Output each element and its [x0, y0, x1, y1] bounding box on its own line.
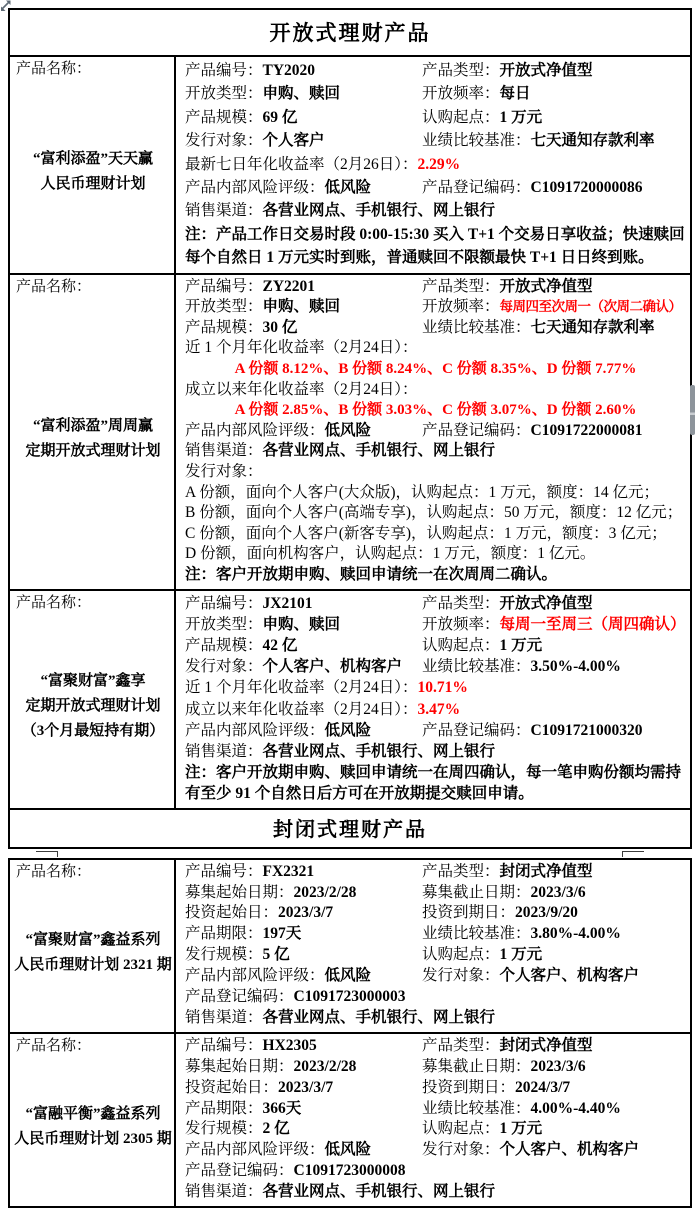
product-name-line: 定期开放式理财计划: [25, 698, 161, 715]
detail-pair-right: [422, 297, 686, 318]
detail-line: [185, 614, 686, 635]
detail-pair-left: [185, 1057, 422, 1078]
field-label: 产品规模：: [185, 318, 263, 336]
detail-pair-left: [185, 421, 422, 442]
field-value: 2023/2/28: [293, 1057, 357, 1075]
field-label: 产品登记编码：: [185, 988, 294, 1006]
product-details: [176, 57, 690, 273]
detail-line: 注：客户开放期申购、赎回申请统一在周四确认，每一笔申购份额均需持有至少 91 个自然日后方可在开放期提交赎回申请。: [185, 764, 682, 803]
field-label: 销售渠道：: [185, 1183, 263, 1201]
detail-line: [185, 1119, 686, 1140]
detail-pair-left: [185, 924, 422, 945]
product-name-label: 产品名称：: [16, 1037, 92, 1054]
detail-pair-right: [422, 924, 686, 945]
detail-pair-left: [185, 277, 422, 298]
detail-line: [185, 82, 686, 105]
field-value: 3.80%-4.00%: [530, 925, 621, 943]
field-label: 业绩比较基准：: [422, 925, 531, 943]
detail-pair-right: [422, 656, 686, 677]
detail-pair-left: [185, 593, 422, 614]
field-value: 10.71%: [417, 679, 468, 697]
field-value: 每日: [499, 85, 531, 103]
field-label: 产品类型：: [422, 1036, 500, 1054]
product-name-line: 人民币理财计划: [40, 176, 146, 193]
detail-pair-left: [185, 129, 422, 152]
product-row: [10, 57, 690, 275]
detail-line: 成立以来年化收益率（2月24日）：: [185, 380, 418, 398]
detail-pair-right: [422, 883, 686, 904]
field-value: 366天: [262, 1099, 302, 1117]
field-value: 个人客户: [262, 132, 325, 150]
field-value: 各营业网点、手机银行、网上银行: [262, 742, 496, 760]
field-value: 低风险: [324, 721, 372, 739]
field-value: TY2020: [262, 62, 316, 79]
detail-pair-left: [185, 176, 422, 199]
closed-products-table: [8, 858, 692, 1208]
detail-line: [185, 883, 686, 904]
detail-pair-right: [422, 593, 686, 614]
product-name: [16, 1057, 170, 1202]
detail-line: [185, 277, 686, 298]
field-value: 1 万元: [499, 636, 543, 654]
field-value: 3.50%-4.00%: [530, 658, 621, 676]
field-label: 产品规模：: [185, 636, 263, 654]
field-value: 个人客户、机构客户: [499, 967, 640, 985]
detail-pair-right: [422, 903, 686, 924]
field-value: 1 万元: [499, 1120, 543, 1138]
field-label: 成立以来年化收益率（2月24日）：: [185, 700, 418, 718]
field-label: 产品类型：: [422, 62, 500, 79]
detail-line: [185, 635, 686, 656]
detail-line: [185, 199, 686, 222]
field-value: 低风险: [324, 421, 372, 439]
detail-line: [185, 153, 686, 176]
field-label: 销售渠道：: [185, 202, 263, 220]
field-value: 申购、赎回: [262, 298, 341, 316]
detail-line: [185, 129, 686, 152]
detail-pair-left: [185, 635, 422, 656]
detail-line: A 份额，面向个人客户(大众版)，认购起点：1 万元，额度：14 亿元；: [185, 483, 660, 501]
field-label: 开放频率：: [422, 85, 500, 103]
field-value: C1091720000086: [530, 179, 643, 197]
field-value: 开放式净值型: [499, 594, 593, 612]
product-name-label: 产品名称：: [16, 594, 92, 611]
field-label: 产品内部风险评级：: [185, 179, 325, 197]
detail-pair-left: [185, 903, 422, 924]
field-value: 低风险: [324, 967, 372, 985]
detail-line: [185, 441, 686, 462]
field-value: 30 亿: [262, 318, 298, 336]
detail-line: [185, 862, 686, 883]
field-label: 近 1 个月年化收益率（2月24日）：: [185, 679, 418, 697]
product-name-line: （3个月最短持有期）: [21, 723, 165, 740]
field-label: 产品内部风险评级：: [185, 967, 325, 985]
field-label: 认购起点：: [422, 1120, 500, 1138]
detail-line: [185, 720, 686, 741]
detail-line: [185, 1036, 686, 1057]
field-value: 2023/3/7: [278, 1078, 334, 1096]
product-name-label: 产品名称：: [16, 863, 92, 880]
detail-pair-right: [422, 1078, 686, 1099]
product-name-cell: [10, 275, 176, 589]
product-name: [16, 883, 170, 1028]
detail-pair-right: [422, 720, 686, 741]
field-value: 申购、赎回: [262, 85, 341, 103]
field-label: 募集起始日期：: [185, 1057, 294, 1075]
field-value: 2023/3/7: [278, 904, 334, 922]
detail-pair-right: [422, 176, 686, 199]
field-label: 投资起始日：: [185, 904, 279, 922]
field-label: 最新七日年化收益率（2月26日）：: [185, 155, 418, 173]
field-value: 2023/2/28: [293, 883, 357, 901]
detail-pair-left: [185, 297, 422, 318]
detail-pair-right: [422, 862, 686, 883]
field-label: 产品编号：: [185, 277, 263, 295]
detail-line: [185, 945, 686, 966]
field-label: 认购起点：: [422, 946, 500, 964]
detail-pair-left: [185, 82, 422, 105]
detail-pair-right: [422, 635, 686, 656]
column-marker-right-icon: [622, 851, 644, 857]
field-value: ZY2201: [262, 277, 316, 295]
field-label: 投资到期日：: [422, 1078, 516, 1096]
detail-pair-right: [422, 318, 686, 339]
field-label: 销售渠道：: [185, 1008, 263, 1026]
open-products-rows: [10, 57, 690, 810]
field-label: 认购起点：: [422, 636, 500, 654]
field-label: 产品编号：: [185, 594, 263, 612]
product-name-line: “富利添盈”周周赢: [32, 418, 153, 435]
field-label: 销售渠道：: [185, 742, 263, 760]
detail-line: [185, 421, 686, 442]
detail-pair-left: [185, 1119, 422, 1140]
field-value: 5 亿: [262, 946, 290, 964]
field-label: 发行对象：: [185, 132, 263, 150]
field-label: 业绩比较基准：: [422, 318, 531, 336]
detail-line: [185, 1099, 686, 1120]
field-label: 募集截止日期：: [422, 883, 531, 901]
field-label: 产品内部风险评级：: [185, 721, 325, 739]
field-value: 开放式净值型: [499, 277, 593, 295]
field-value: 每周四至次周一（次周二确认）: [499, 299, 682, 315]
product-name-line: “富融平衡”鑫益系列: [25, 1106, 161, 1123]
field-value: 1 万元: [499, 108, 543, 126]
field-label: 产品内部风险评级：: [185, 421, 325, 439]
field-label: 产品规模：: [185, 108, 263, 126]
field-value: C1091723000008: [293, 1162, 406, 1180]
detail-pair-left: [185, 1078, 422, 1099]
detail-pair-left: [185, 720, 422, 741]
detail-line: [185, 1008, 686, 1029]
detail-line: [185, 677, 686, 698]
field-label: 募集截止日期：: [422, 1057, 531, 1075]
detail-line: [185, 741, 686, 762]
product-name-line: 定期开放式理财计划: [25, 443, 161, 460]
field-value: 2023/9/20: [515, 904, 578, 922]
field-value: 封闭式净值型: [499, 862, 593, 880]
product-name-cell: [10, 57, 176, 273]
product-details: [176, 275, 690, 589]
scrollbar-thumb[interactable]: [690, 385, 695, 435]
product-row: [10, 1034, 690, 1206]
detail-pair-right: [422, 421, 686, 442]
detail-line: [185, 1161, 686, 1182]
field-label: 产品期限：: [185, 925, 263, 943]
detail-pair-left: [185, 318, 422, 339]
detail-line: [185, 656, 686, 677]
detail-pair-right: [422, 59, 686, 82]
detail-line: [185, 176, 686, 199]
field-value: 69 亿: [262, 108, 298, 126]
field-label: 产品登记编码：: [422, 421, 531, 439]
product-name-label: 产品名称：: [16, 278, 92, 295]
detail-pair-right: [422, 945, 686, 966]
detail-line: [185, 59, 686, 82]
field-label: 发行对象：: [422, 1141, 500, 1159]
document-page: [8, 8, 692, 1208]
product-name: [16, 80, 170, 269]
detail-pair-right: [422, 1057, 686, 1078]
product-name-line: 人民币理财计划 2321 期: [14, 957, 172, 974]
field-label: 投资到期日：: [422, 904, 516, 922]
detail-pair-left: [185, 966, 422, 987]
detail-pair-left: [185, 1036, 422, 1057]
field-value: 1 万元: [499, 946, 543, 964]
field-value: 每周一至周三（周四确认）: [499, 615, 686, 633]
field-value: 各营业网点、手机银行、网上银行: [262, 202, 496, 220]
detail-pair-right: [422, 1036, 686, 1057]
field-label: 募集起始日期：: [185, 883, 294, 901]
detail-pair-left: [185, 945, 422, 966]
field-label: 产品类型：: [422, 277, 500, 295]
product-name-cell: [10, 860, 176, 1032]
field-label: 产品登记编码：: [422, 721, 531, 739]
field-label: 发行规模：: [185, 946, 263, 964]
detail-line: [185, 924, 686, 945]
field-value: 各营业网点、手机银行、网上银行: [262, 442, 496, 460]
product-details: [176, 1034, 690, 1206]
field-value: C1091722000081: [530, 421, 643, 439]
product-name-cell: [10, 1034, 176, 1206]
detail-line: [185, 987, 686, 1008]
detail-line: 注：产品工作日交易时段 0:00-15:30 买入 T+1 个交易日享收益；快速赎回每个自然日 1 万元实时到账，普通赎回不限额最快 T+1 日日终到账。: [185, 225, 685, 267]
product-name: [16, 614, 170, 804]
detail-pair-left: [185, 656, 422, 677]
detail-pair-left: [185, 1099, 422, 1120]
field-value: 封闭式净值型: [499, 1036, 593, 1054]
detail-pair-right: [422, 106, 686, 129]
detail-pair-left: [185, 614, 422, 635]
field-value: 197天: [262, 925, 302, 943]
field-value: 2.29%: [417, 155, 461, 173]
detail-line: [185, 699, 686, 720]
detail-line: B 份额，面向个人客户(高端专享)，认购起点：50 万元，额度：12 亿元；: [185, 504, 683, 522]
detail-pair-left: [185, 883, 422, 904]
field-value: 各营业网点、手机银行、网上银行: [262, 1008, 496, 1026]
product-name-cell: [10, 591, 176, 808]
field-label: 发行对象：: [422, 967, 500, 985]
detail-pair-right: [422, 1099, 686, 1120]
field-label: 开放频率：: [422, 298, 500, 316]
field-label: 开放类型：: [185, 298, 263, 316]
field-label: 产品编号：: [185, 1036, 263, 1054]
detail-line: 近 1 个月年化收益率（2月24日）：: [185, 339, 418, 357]
detail-line: 注：客户开放期申购、赎回申请统一在次周周二确认。: [185, 565, 558, 583]
field-label: 产品类型：: [422, 594, 500, 612]
product-name-line: “富聚财富”鑫益系列: [25, 932, 161, 949]
field-value: 七天通知存款利率: [530, 132, 655, 150]
field-label: 开放类型：: [185, 85, 263, 103]
detail-line: [185, 1182, 686, 1203]
field-label: 产品编号：: [185, 862, 263, 880]
field-value: 申购、赎回: [262, 615, 341, 633]
detail-line: [185, 966, 686, 987]
detail-line: [185, 903, 686, 924]
field-value: HX2305: [262, 1036, 317, 1054]
field-label: 产品登记编码：: [422, 179, 531, 197]
detail-line: A 份额 8.12%、B 份额 8.24%、C 份额 8.35%、D 份额 7.77%: [234, 361, 637, 378]
field-label: 产品类型：: [422, 862, 500, 880]
field-label: 销售渠道：: [185, 442, 263, 460]
field-value: 4.00%-4.40%: [530, 1099, 621, 1117]
field-label: 产品登记编码：: [185, 1162, 294, 1180]
detail-pair-right: [422, 1119, 686, 1140]
product-row: [10, 275, 690, 591]
detail-line: C 份额，面向个人客户(新客专享)，认购起点：1 万元，额度：3 亿元；: [185, 524, 667, 542]
field-value: 42 亿: [262, 636, 298, 654]
detail-line: [185, 1057, 686, 1078]
field-label: 业绩比较基准：: [422, 658, 531, 676]
field-value: 个人客户、机构客户: [262, 658, 403, 676]
detail-line: 发行对象：: [185, 463, 263, 480]
open-products-table: [8, 8, 692, 849]
detail-line: A 份额 2.85%、B 份额 3.03%、C 份额 3.07%、D 份额 2.60%: [234, 402, 637, 419]
detail-line: [185, 593, 686, 614]
column-marker-left-icon: [36, 851, 58, 857]
detail-line: [185, 297, 686, 318]
product-row: [10, 591, 690, 810]
field-value: 七天通知存款利率: [530, 318, 655, 336]
field-value: 2023/3/6: [530, 883, 586, 901]
field-label: 业绩比较基准：: [422, 1099, 531, 1117]
field-value: FX2321: [262, 862, 315, 880]
field-value: 2023/3/6: [530, 1057, 586, 1075]
section-title-closed: 封闭式理财产品: [273, 818, 427, 841]
product-row: [10, 860, 690, 1034]
field-label: 投资起始日：: [185, 1078, 279, 1096]
detail-pair-left: [185, 862, 422, 883]
field-value: C1091721000320: [530, 721, 643, 739]
product-name-line: “富利添盈”天天赢: [32, 151, 153, 168]
detail-line: D 份额，面向机构客户，认购起点：1 万元，额度：1 亿元。: [185, 545, 596, 563]
section-title-open: 开放式理财产品: [10, 10, 690, 57]
detail-line: [185, 318, 686, 339]
detail-pair-right: [422, 129, 686, 152]
field-value: 3.47%: [417, 700, 461, 718]
field-value: 各营业网点、手机银行、网上银行: [262, 1183, 496, 1201]
product-name: [16, 298, 170, 585]
product-details: [176, 860, 690, 1032]
field-label: 产品内部风险评级：: [185, 1141, 325, 1159]
field-value: 2 亿: [262, 1120, 290, 1138]
field-value: C1091723000003: [293, 988, 406, 1006]
field-label: 产品期限：: [185, 1099, 263, 1117]
field-value: 低风险: [324, 179, 372, 197]
resize-cursor-icon: [0, 0, 12, 12]
field-label: 开放频率：: [422, 615, 500, 633]
detail-pair-right: [422, 966, 686, 987]
field-value: 个人客户、机构客户: [499, 1141, 640, 1159]
field-value: 低风险: [324, 1141, 372, 1159]
field-label: 发行对象：: [185, 658, 263, 676]
field-value: 2024/3/7: [515, 1078, 571, 1096]
detail-pair-right: [422, 614, 686, 635]
closed-products-rows: [10, 860, 690, 1207]
detail-line: [185, 106, 686, 129]
field-label: 开放类型：: [185, 615, 263, 633]
detail-pair-right: [422, 82, 686, 105]
detail-pair-left: [185, 106, 422, 129]
product-details: [176, 591, 690, 808]
field-value: 开放式净值型: [499, 62, 593, 79]
field-label: 认购起点：: [422, 108, 500, 126]
detail-line: [185, 1078, 686, 1099]
detail-pair-right: [422, 277, 686, 298]
product-name-line: 人民币理财计划 2305 期: [14, 1131, 172, 1148]
field-value: JX2101: [262, 594, 313, 612]
field-label: 发行规模：: [185, 1120, 263, 1138]
product-name-line: “富聚财富”鑫享: [40, 673, 146, 690]
detail-pair-left: [185, 59, 422, 82]
product-name-label: 产品名称：: [16, 61, 92, 77]
field-label: 产品编号：: [185, 62, 263, 79]
field-label: 业绩比较基准：: [422, 132, 531, 150]
table-gap: [8, 849, 692, 858]
